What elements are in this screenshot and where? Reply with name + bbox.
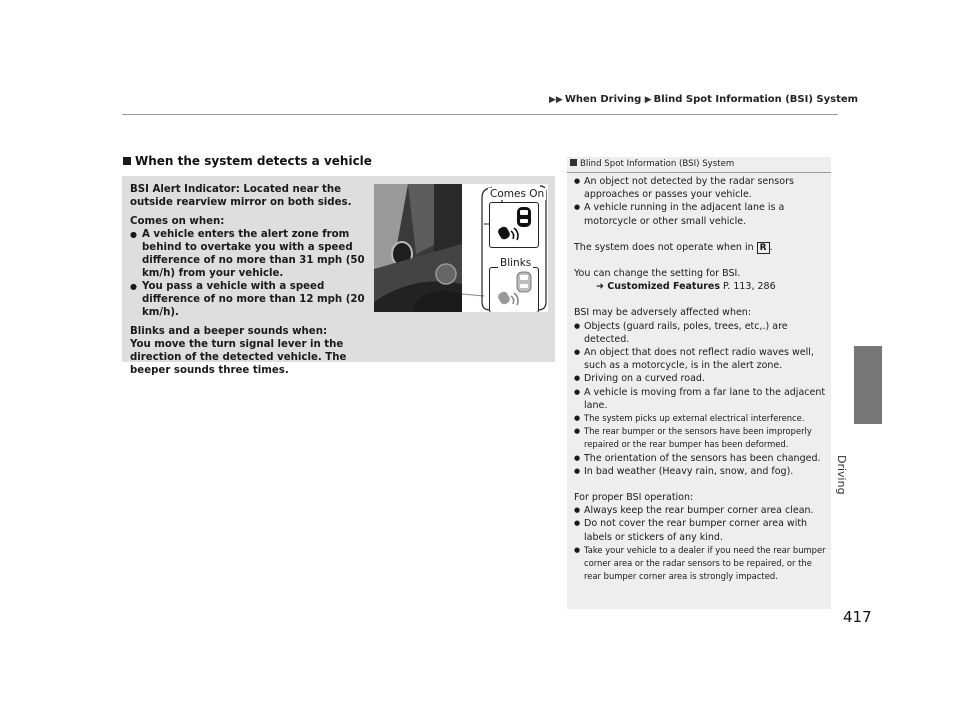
reference-icon xyxy=(570,159,577,166)
blinks-heading: Blinks and a beeper sounds when: xyxy=(130,326,328,337)
list-item: ● Do not cover the rear bumper corner area with labels or stickers of any kind. xyxy=(574,517,826,543)
header-divider xyxy=(122,114,838,115)
page-number: 417 xyxy=(843,608,872,626)
proper-list xyxy=(574,504,826,583)
customized-features-link[interactable]: ➜ Customized Features P. 113, 286 xyxy=(596,281,776,293)
blinks-text: You move the turn signal lever in the direction of the detected vehicle. The beeper sounds three times. xyxy=(130,339,347,376)
proper-heading: For proper BSI operation: xyxy=(574,492,694,504)
list-item: ● Objects (guard rails, poles, trees, etc,.) are detected. xyxy=(574,320,826,346)
notes-list-a xyxy=(574,175,826,228)
bsi-illustration xyxy=(374,184,548,312)
change-setting-text: You can change the setting for BSI. xyxy=(574,268,741,280)
list-item: ● A vehicle running in the adjacent lane is a motorcycle or other small vehicle. xyxy=(574,201,826,227)
list-item: ● Driving on a curved road. xyxy=(574,372,826,385)
breadcrumb-arrow-icon: ▶▶ xyxy=(549,95,563,105)
not-operate-text: The system does not operate when in R . xyxy=(574,241,773,253)
reverse-gear-icon: R xyxy=(757,242,770,254)
bsi-info-box xyxy=(122,176,555,376)
adverse-list xyxy=(574,320,826,478)
notes-divider xyxy=(567,172,831,173)
list-item: ● In bad weather (Heavy rain, snow, and fog). xyxy=(574,465,826,478)
list-item: ● An object not detected by the radar sensors approaches or passes your vehicle. xyxy=(574,175,826,201)
section-title-text: When the system detects a vehicle xyxy=(135,154,372,168)
notes-header-text: Blind Spot Information (BSI) System xyxy=(580,159,735,169)
indicator-blinks-icon xyxy=(489,267,539,312)
list-item: ● Take your vehicle to a dealer if you need the rear bumper corner area or the radar sensors to be repaired, or the rear bumper corner area is strongly impacted. xyxy=(574,544,826,584)
bsi-intro: BSI Alert Indicator: Located near the outside rearview mirror on both sides. xyxy=(130,184,352,208)
list-item: ● A vehicle enters the alert zone from behind to overtake you with a speed difference of no more than 31 mph (50 km/h) from your vehicle. xyxy=(130,228,370,280)
list-item: ● You pass a vehicle with a speed difference of no more than 12 mph (20 km/h). xyxy=(130,280,370,319)
notes-body xyxy=(574,175,826,583)
breadcrumb-level1[interactable]: When Driving xyxy=(564,94,642,105)
list-item: ● The rear bumper or the sensors have been improperly repaired or the rear bumper has been deformed. xyxy=(574,425,826,451)
notes-panel xyxy=(567,157,831,609)
comes-on-label: Comes On xyxy=(490,188,545,200)
notes-header xyxy=(570,159,734,169)
adverse-heading: BSI may be adversely affected when: xyxy=(574,307,752,319)
blinks-label: Blinks xyxy=(500,257,532,269)
breadcrumb xyxy=(549,94,859,105)
chapter-label: Driving xyxy=(835,455,848,495)
list-item: ● An object that does not reflect radio waves well, such as a motorcycle, is in the alert zone. xyxy=(574,346,826,372)
comes-on-list xyxy=(130,228,370,319)
bsi-info-text xyxy=(130,183,370,383)
list-item: ● A vehicle is moving from a far lane to the adjacent lane. xyxy=(574,386,826,412)
breadcrumb-level2[interactable]: Blind Spot Information (BSI) System xyxy=(653,94,859,105)
section-title xyxy=(123,154,372,168)
chapter-tab[interactable] xyxy=(854,346,882,424)
list-item: ● Always keep the rear bumper corner area clean. xyxy=(574,504,826,517)
list-item: ● The system picks up external electrical interference. xyxy=(574,412,826,425)
section-marker-icon xyxy=(123,157,131,165)
breadcrumb-arrow-icon: ▶ xyxy=(644,95,652,105)
indicator-on-icon xyxy=(489,202,539,248)
comes-on-heading: Comes on when: xyxy=(130,216,225,227)
list-item: ● The orientation of the sensors has been changed. xyxy=(574,452,826,465)
